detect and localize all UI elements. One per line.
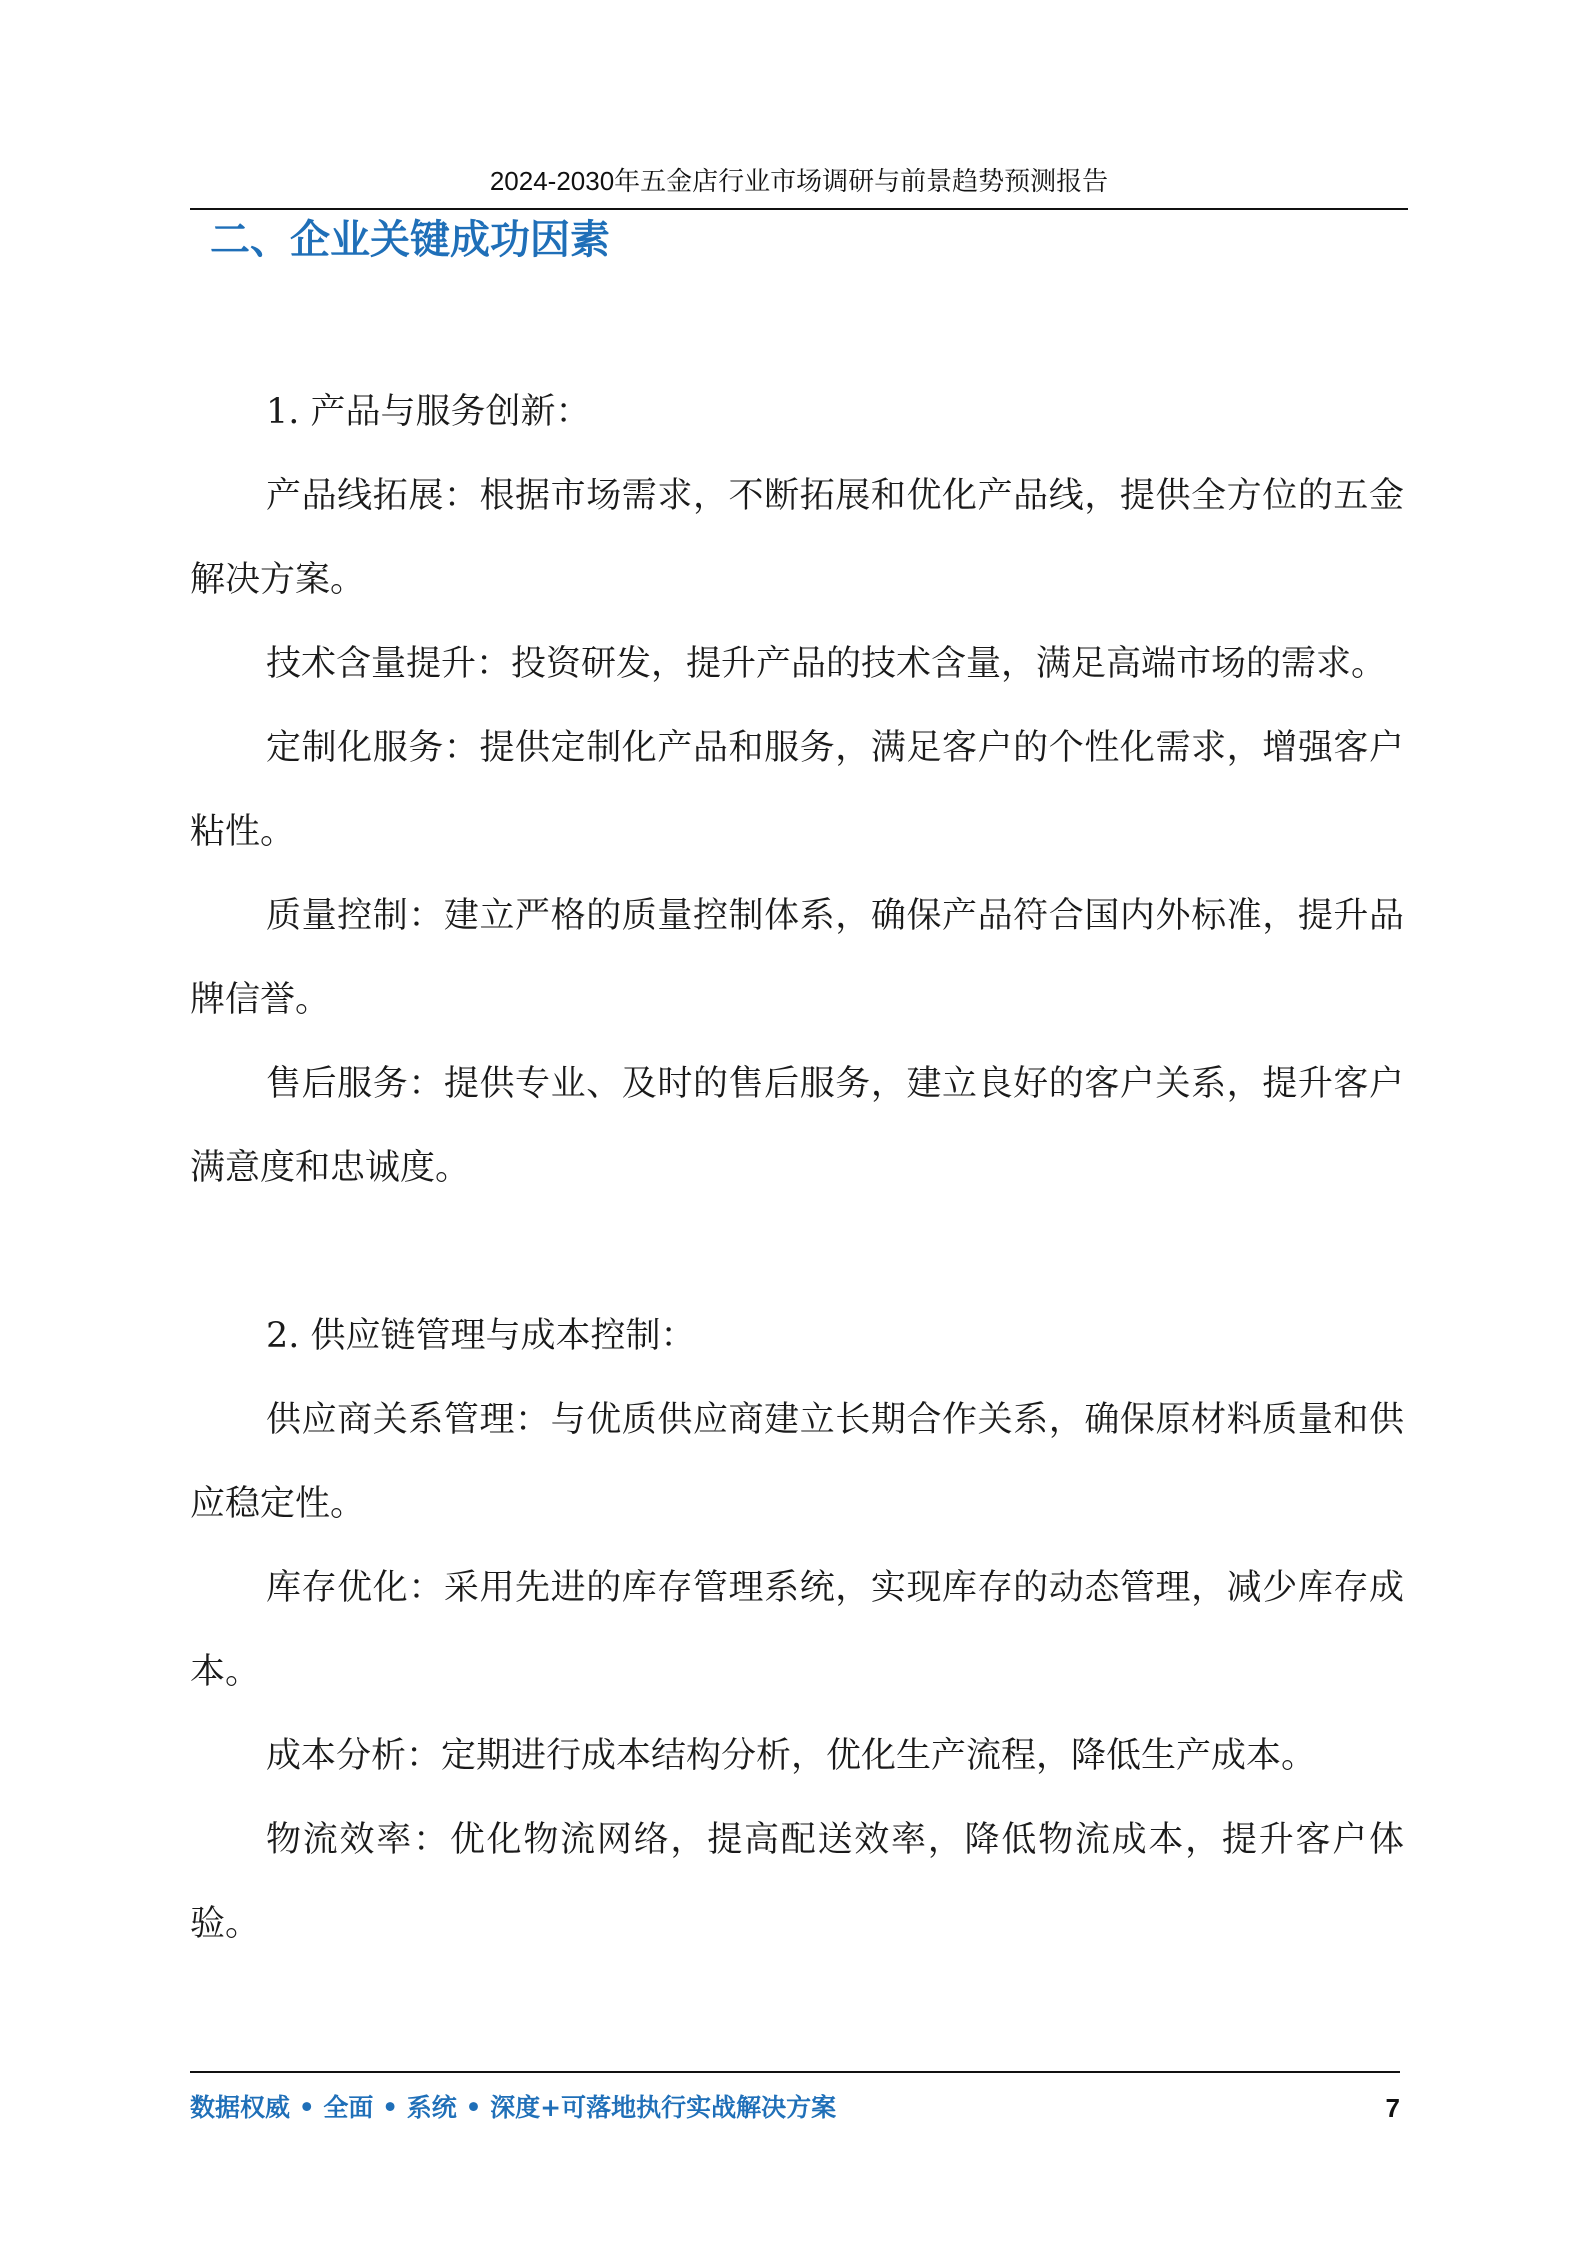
paragraph: 产品线拓展：根据市场需求，不断拓展和优化产品线，提供全方位的五金解决方案。 [190,476,1404,600]
footer-divider [190,2071,1400,2073]
paragraph: 库存优化：采用先进的库存管理系统，实现库存的动态管理，减少库存成本。 [190,1568,1404,1692]
list-heading-1: 1. 产品与服务创新： [266,392,591,432]
list-heading-2: 2. 供应链管理与成本控制： [266,1316,696,1356]
paragraph: 物流效率：优化物流网络，提高配送效率，降低物流成本，提升客户体验。 [190,1820,1404,1944]
section-heading: 二、企业关键成功因素 [210,217,610,263]
paragraph: 售后服务：提供专业、及时的售后服务，建立良好的客户关系，提升客户满意度和忠诚度。 [190,1064,1404,1188]
paragraph: 技术含量提升：投资研发，提升产品的技术含量，满足高端市场的需求。 [266,644,1387,684]
body-text [190,370,1404,1966]
paragraph: 质量控制：建立严格的质量控制体系，确保产品符合国内外标准，提升品牌信誉。 [190,896,1404,1020]
footer-slogan: 数据权威 • 全面 • 系统 • 深度+可落地执行实战解决方案 [190,2093,837,2122]
paragraph: 成本分析：定期进行成本结构分析，优化生产流程，降低生产成本。 [266,1736,1317,1776]
paragraph: 供应商关系管理：与优质供应商建立长期合作关系，确保原材料质量和供应稳定性。 [190,1400,1404,1524]
paragraph: 定制化服务：提供定制化产品和服务，满足客户的个性化需求，增强客户粘性。 [190,728,1404,852]
page-number: 7 [1385,2093,1400,2123]
running-header-title: 2024-2030年五金店行业市场调研与前景趋势预测报告 [489,166,1109,196]
blank-line [190,1210,1404,1294]
